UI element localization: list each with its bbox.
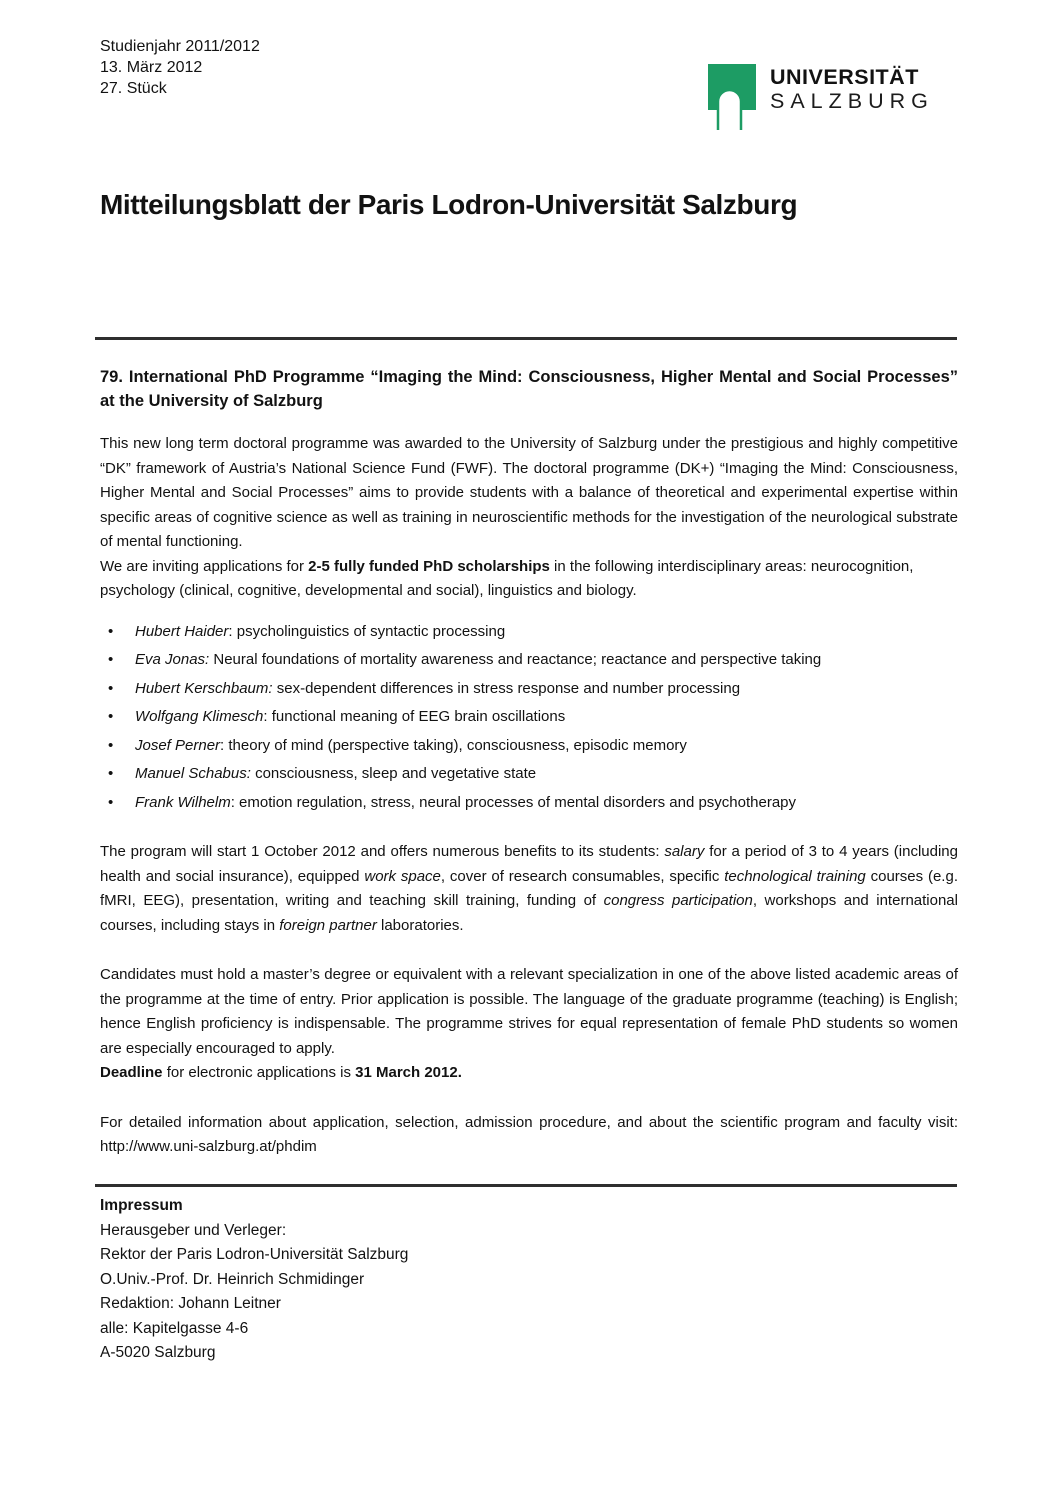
article-heading: 79. International PhD Programme “Imaging the Mind: Consciousness, Higher Mental and Social Processes” at the University of Salzburg (100, 368, 958, 410)
article-paragraph-deadline (100, 1061, 958, 1086)
university-logo (708, 64, 934, 132)
top-divider (95, 337, 957, 340)
research-area-item (100, 791, 958, 816)
text-run: 2-5 fully funded PhD scholarships (308, 557, 550, 575)
issue-date: 13. März 2012 (100, 59, 203, 76)
impressum-line: O.Univ.-Prof. Dr. Heinrich Schmidinger (100, 1270, 365, 1288)
text-run: sex-dependent differences in stress response and number processing (272, 679, 741, 697)
impressum-section (95, 1184, 957, 1366)
text-run: courses (e.g. fMRI, EEG), presentation, writing and teaching skill training, funding of (100, 867, 958, 909)
text-run: : emotion regulation, stress, neural processes of mental disorders and psychotherapy (230, 793, 797, 811)
research-area-item (100, 648, 958, 673)
impressum-body (95, 1194, 957, 1366)
logo-text (770, 65, 934, 113)
impressum-line: alle: Kapitelgasse 4-6 (100, 1319, 249, 1337)
document-title: Mitteilungsblatt der Paris Lodron-Universität Salzburg (100, 189, 798, 220)
research-areas-list (100, 620, 958, 816)
text-run: salary (664, 843, 705, 860)
research-area-item (100, 677, 958, 702)
impressum-line: Herausgeber und Verleger: (100, 1221, 287, 1239)
impressum-heading: Impressum (100, 1197, 183, 1214)
text-run: laboratories. (376, 916, 464, 934)
text-run: Wolfgang Klimesch (135, 708, 264, 725)
article-paragraph-intro: This new long term doctoral programme was awarded to the University of Salzburg under the prestigious and highly competitive “DK” framework of Austria’s National Science Fund (FWF). The doctoral programme (DK+) “Imaging the Mind: Consciousness, Higher Mental and Social Processes” aims to provide students with a balance of theoretical and experimental expertise within specific areas of cognitive science as well as training in neuroscientific methods for the investigation of the neurological substrate of mental functioning. (100, 435, 958, 550)
text-run: technological training (724, 867, 866, 885)
text-run: work space (364, 867, 441, 885)
text-run: Deadline (100, 1064, 163, 1081)
issue-info (100, 36, 260, 99)
impressum-line: Rektor der Paris Lodron-Universität Salzburg (100, 1246, 409, 1263)
article-paragraph-benefits (100, 840, 958, 938)
text-run: Eva Jonas: (135, 651, 210, 668)
text-run: The program will start 1 October 2012 and offers numerous benefits to its students: (100, 843, 665, 860)
text-run: Hubert Haider (135, 622, 229, 640)
text-run: We are inviting applications for (100, 557, 309, 575)
text-run: foreign partner (279, 916, 377, 934)
text-run: for electronic applications is (162, 1064, 356, 1081)
issue-number: 27. Stück (100, 80, 167, 97)
text-run: Hubert Kerschbaum: (135, 679, 273, 697)
research-area-item (100, 734, 958, 759)
impressum-line: Redaktion: Johann Leitner (100, 1295, 281, 1312)
text-run: congress participation (603, 892, 753, 909)
logo-arch-icon (708, 64, 758, 132)
issue-year: Studienjahr 2011/2012 (100, 38, 260, 55)
text-run: Josef Perner (135, 736, 221, 754)
text-run: Neural foundations of mortality awareness and reactance; reactance and perspective taking (209, 651, 822, 668)
text-run: 31 March 2012. (355, 1064, 462, 1081)
text-run: in the following interdisciplinary areas: neurocognition, psychology (clinical, cognitive, developmental and social), linguistics and biology. (100, 557, 914, 599)
text-run: Manuel Schabus: (135, 765, 251, 782)
text-run: consciousness, sleep and vegetative state (250, 765, 537, 782)
article-body (100, 365, 958, 1160)
text-run: : psycholinguistics of syntactic processing (228, 622, 506, 640)
research-area-item (100, 620, 958, 645)
text-run: : theory of mind (perspective taking), consciousness, episodic memory (220, 736, 687, 754)
text-run: , cover of research consumables, specific (440, 867, 725, 885)
research-area-item (100, 705, 958, 730)
text-run: Frank Wilhelm (135, 793, 231, 811)
text-run: : functional meaning of EEG brain oscillations (263, 708, 566, 725)
research-area-item (100, 762, 958, 787)
logo-arch (718, 90, 741, 130)
impressum-divider (95, 1184, 957, 1187)
impressum-line: A-5020 Salzburg (100, 1344, 216, 1361)
text-run: , workshops and international courses, including stays in (100, 892, 958, 934)
article-paragraph-scholarships (100, 555, 958, 604)
article-paragraph-candidates: Candidates must hold a master’s degree or equivalent with a relevant specialization in one of the above listed academic areas of the programme at the time of entry. Prior application is possible. The language of the graduate programme (teaching) is English; hence English proficiency is indispensable. The programme strives for equal representation of female PhD students so women are especially encouraged to apply. (100, 966, 958, 1057)
text-run: for a period of 3 to 4 years (including health and social insurance), equipped (100, 843, 958, 885)
logo-text-universitat: UNIVERSITÄT (770, 65, 919, 89)
logo-text-salzburg: SALZBURG (770, 89, 934, 113)
article-paragraph-info: For detailed information about application, selection, admission procedure, and about the scientific program and faculty visit: http://www.uni-salzburg.at/phdim (100, 1113, 958, 1155)
